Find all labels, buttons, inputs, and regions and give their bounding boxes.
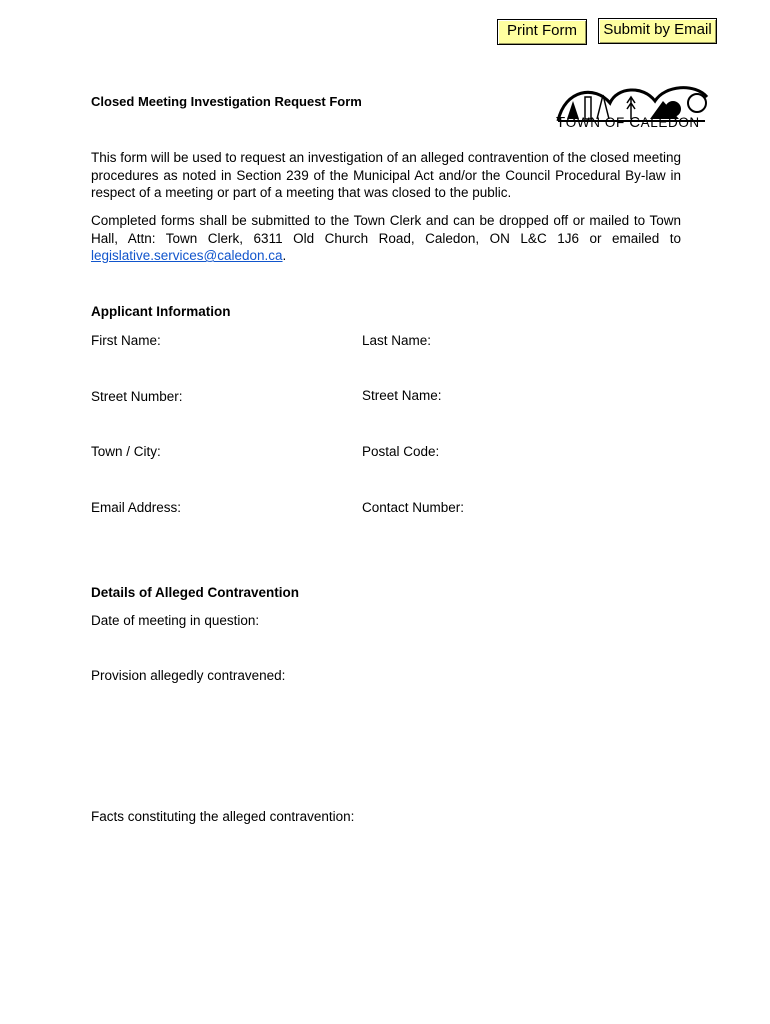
email-address-field[interactable] (91, 519, 350, 541)
contact-number-label: Contact Number: (362, 500, 465, 515)
first-name-label: First Name: (91, 333, 161, 348)
street-name-label: Street Name: (362, 388, 442, 403)
email-link[interactable]: legislative.services@caledon.ca (91, 248, 283, 263)
print-form-button[interactable]: Print Form (497, 19, 587, 45)
last-name-field[interactable] (362, 352, 686, 374)
email-address-label: Email Address: (91, 500, 182, 515)
first-name-field[interactable] (91, 352, 350, 374)
postal-code-field[interactable] (362, 463, 686, 485)
submission-paragraph: Completed forms shall be submitted to the Town Clerk and can be dropped off or mailed to Town Hall, Attn: Town Clerk, 6311 Old Church Road, Caledon, ON L&C 1J6 or emailed to legislative.services@caledon.ca. (91, 213, 681, 263)
facts-label: Facts constituting the alleged contravention: (91, 809, 355, 824)
street-number-field[interactable] (91, 408, 350, 430)
submit-by-email-button[interactable]: Submit by Email (598, 18, 717, 44)
street-name-field[interactable] (362, 408, 686, 430)
contact-number-field[interactable] (362, 519, 686, 541)
intro-paragraph: This form will be used to request an investigation of an alleged contravention of the closed meeting procedures as noted in Section 239 of the Municipal Act and/or the Council Procedural By-law in respect of a meeting or part of a meeting that was closed to the public. (91, 150, 681, 200)
page-title: Closed Meeting Investigation Request Form (91, 94, 362, 109)
meeting-date-field[interactable] (91, 633, 685, 655)
last-name-label: Last Name: (362, 333, 432, 348)
meeting-date-label: Date of meeting in question: (91, 613, 260, 628)
postal-code-label: Postal Code: (362, 444, 440, 459)
logo-wordmark: TOWN OF CALEDON (556, 114, 700, 131)
provision-field[interactable] (91, 688, 685, 802)
town-city-label: Town / City: (91, 444, 161, 459)
facts-field[interactable] (91, 829, 685, 1003)
details-section-heading: Details of Alleged Contravention (91, 585, 300, 600)
street-number-label: Street Number: (91, 389, 183, 404)
applicant-section-heading: Applicant Information (91, 304, 231, 319)
provision-label: Provision allegedly contravened: (91, 668, 286, 683)
town-city-field[interactable] (91, 463, 350, 485)
